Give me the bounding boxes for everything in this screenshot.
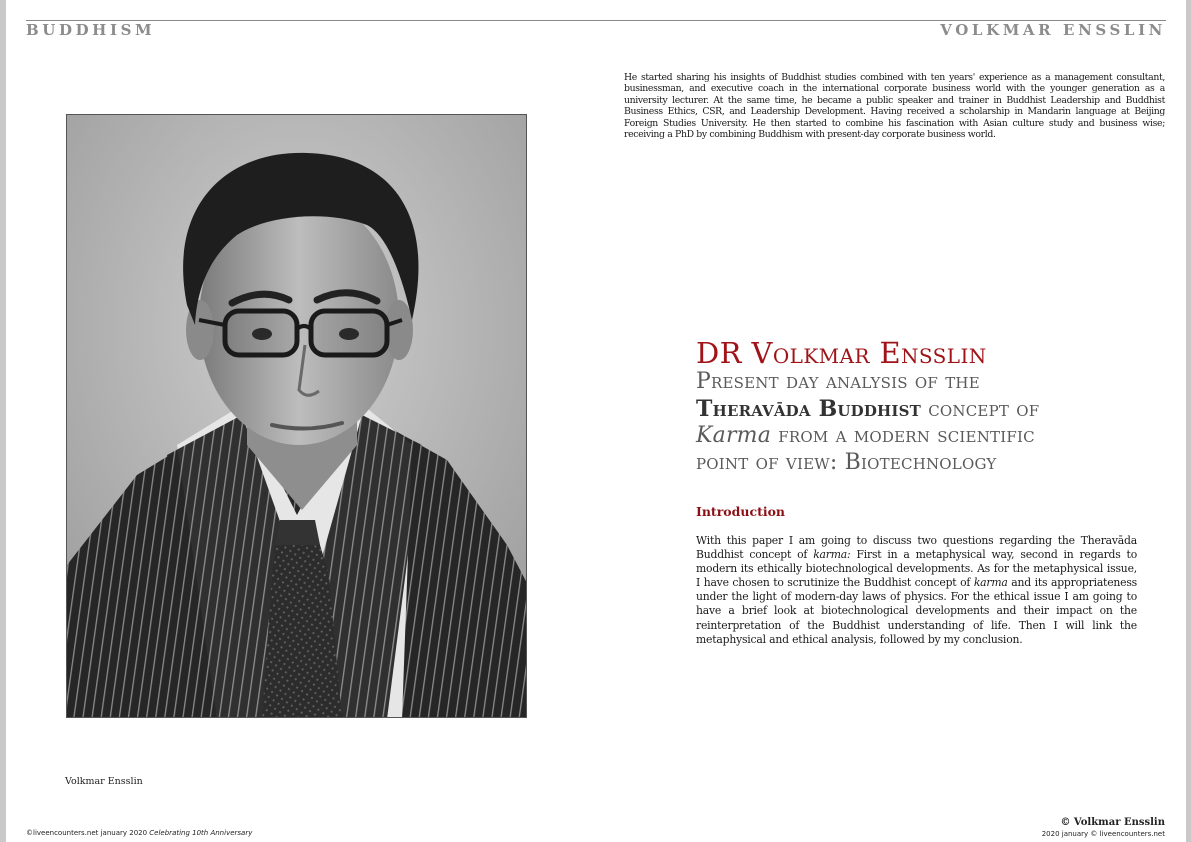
title-line-3-rest: from a modern scientific [771, 423, 1035, 448]
footer-site: 2020 january © liveencounters.net [1041, 830, 1165, 838]
author-name: DR Volkmar Ensslin [696, 336, 987, 370]
title-line-4: point of view: Biotechnology [696, 449, 997, 475]
introduction-heading: Introduction [696, 504, 786, 519]
page-edge-left [0, 0, 6, 842]
footer-anniversary: Celebrating 10th Anniversary [149, 829, 253, 837]
photo-caption: Volkmar Ensslin [65, 776, 143, 787]
footer-left [26, 829, 252, 837]
title-block [696, 336, 1166, 476]
author-bio: He started sharing his insights of Buddhist studies combined with ten years' experience as a management consultant, businessman, and executive coach in the international corporate business world with the younger generation as a university lecturer. At the same time, he became a public speaker and trainer in Buddhist Leadership and Buddhist Business Ethics, CSR, and Leadership Development. Having received a scholarship in Mandarin language at Beijing Foreign Studies University. He then started to combine his fascination with Asian culture study and business wise; receiving a PhD by combining Buddhism with present-day corporate business world. [624, 72, 1165, 141]
footer-copyright: © Volkmar Ensslin [1060, 817, 1165, 828]
title-karma: Karma [696, 423, 772, 448]
running-head-section: BUDDHISM [26, 21, 156, 39]
intro-text-part-3: and its appropriateness under the light of modern-day laws of physics. For the ethical issue I am going to have a brief look at biotechnological developments and their impact on the reinterpretation of the Buddhist understanding of life. Then I will link the metaphysical and ethical analysis, followed by my conclusion. [696, 576, 1138, 646]
page-edge-right [1186, 0, 1191, 842]
intro-text-part-1: With this paper I am going to discuss two questions regarding the Theravāda Buddhist concept of [696, 534, 1137, 562]
footer-site-date: ©liveencounters.net january 2020 [26, 829, 150, 837]
article-title [696, 369, 1166, 476]
author-portrait [66, 114, 527, 718]
introduction-paragraph [696, 534, 1137, 647]
title-line-1: Present day analysis of the [696, 369, 980, 394]
title-theravada-buddhist: Theravāda Buddhist [696, 395, 922, 422]
intro-karma-term-1: karma: [813, 548, 851, 562]
running-head-author: VOLKMAR ENSSLIN [940, 21, 1166, 39]
footer-right [1042, 816, 1165, 839]
intro-karma-term-2: karma [973, 576, 1008, 590]
title-line-2-rest: concept of [921, 396, 1040, 422]
intro-text-part-2: First in a metaphysical way, second in regards to modern its ethically biotechnological developments. As for the metaphysical issue, I have chosen to scrutinize the Buddhist concept of [696, 548, 1137, 590]
